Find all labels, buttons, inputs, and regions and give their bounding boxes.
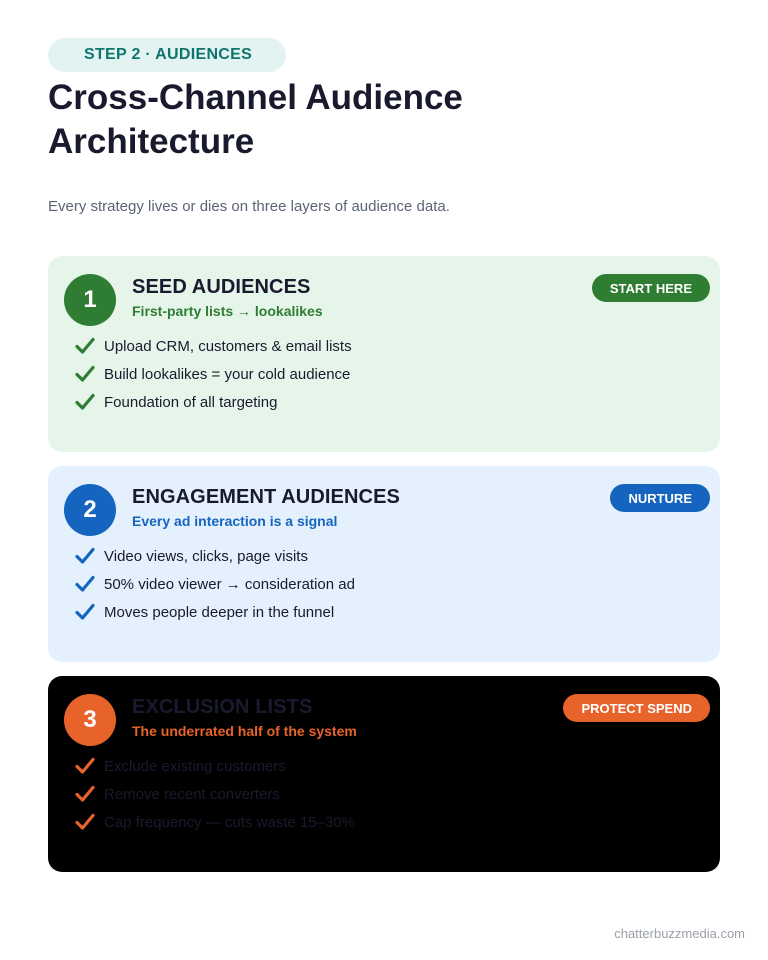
checkmark-icon xyxy=(74,573,96,595)
checkmark-icon xyxy=(74,755,96,777)
bullet-text: Upload CRM, customers & email lists xyxy=(104,337,352,355)
bullet-text: Foundation of all targeting xyxy=(104,393,278,411)
bullet-list xyxy=(74,332,352,416)
bullet-item xyxy=(74,598,355,626)
bullet-text: Moves people deeper in the funnel xyxy=(104,603,335,621)
card-engagement-audiences xyxy=(48,466,720,662)
bullet-text: Cap frequency — cuts waste 15–30% xyxy=(104,813,355,831)
checkmark-icon xyxy=(74,363,96,385)
checkmark-icon xyxy=(74,601,96,623)
card-subtitle: The underrated half of the system xyxy=(132,723,357,739)
page-title: Cross-Channel Audience Architecture xyxy=(48,78,463,161)
step-label: STEP 2 · AUDIENCES xyxy=(48,38,286,72)
bullet-item xyxy=(74,808,355,836)
bullet-item xyxy=(74,360,352,388)
bullet-text: Build lookalikes = your cold audience xyxy=(104,365,351,383)
bullet-item xyxy=(74,388,352,416)
card-title: SEED AUDIENCES xyxy=(132,276,311,298)
card-badge: START HERE xyxy=(592,274,710,302)
step-number-circle: 2 xyxy=(64,484,116,536)
bullet-text: Exclude existing customers xyxy=(104,757,286,775)
page-subtitle: Every strategy lives or dies on three layers of audience data. xyxy=(48,198,450,215)
bullet-list xyxy=(74,542,355,626)
card-subtitle: First-party lists → lookalikes xyxy=(132,303,323,319)
checkmark-icon xyxy=(74,335,96,357)
checkmark-icon xyxy=(74,391,96,413)
checkmark-icon xyxy=(74,783,96,805)
card-badge: NURTURE xyxy=(610,484,710,512)
checkmark-icon xyxy=(74,545,96,567)
card-title: EXCLUSION LISTS xyxy=(132,696,313,718)
card-exclusion-lists xyxy=(48,676,720,872)
step-number-circle: 3 xyxy=(64,694,116,746)
card-subtitle: Every ad interaction is a signal xyxy=(132,513,338,529)
bullet-item xyxy=(74,332,352,360)
bullet-item xyxy=(74,570,355,598)
bullet-text: 50% video viewer → consideration ad xyxy=(104,575,355,593)
card-seed-audiences xyxy=(48,256,720,452)
bullet-list xyxy=(74,752,355,836)
bullet-text: Video views, clicks, page visits xyxy=(104,547,308,565)
bullet-item xyxy=(74,752,355,780)
bullet-item xyxy=(74,780,355,808)
checkmark-icon xyxy=(74,811,96,833)
bullet-item xyxy=(74,542,355,570)
bullet-text: Remove recent converters xyxy=(104,785,280,803)
step-number-circle: 1 xyxy=(64,274,116,326)
card-badge: PROTECT SPEND xyxy=(563,694,710,722)
footer-domain: chatterbuzzmedia.com xyxy=(614,926,745,941)
card-title: ENGAGEMENT AUDIENCES xyxy=(132,486,400,508)
